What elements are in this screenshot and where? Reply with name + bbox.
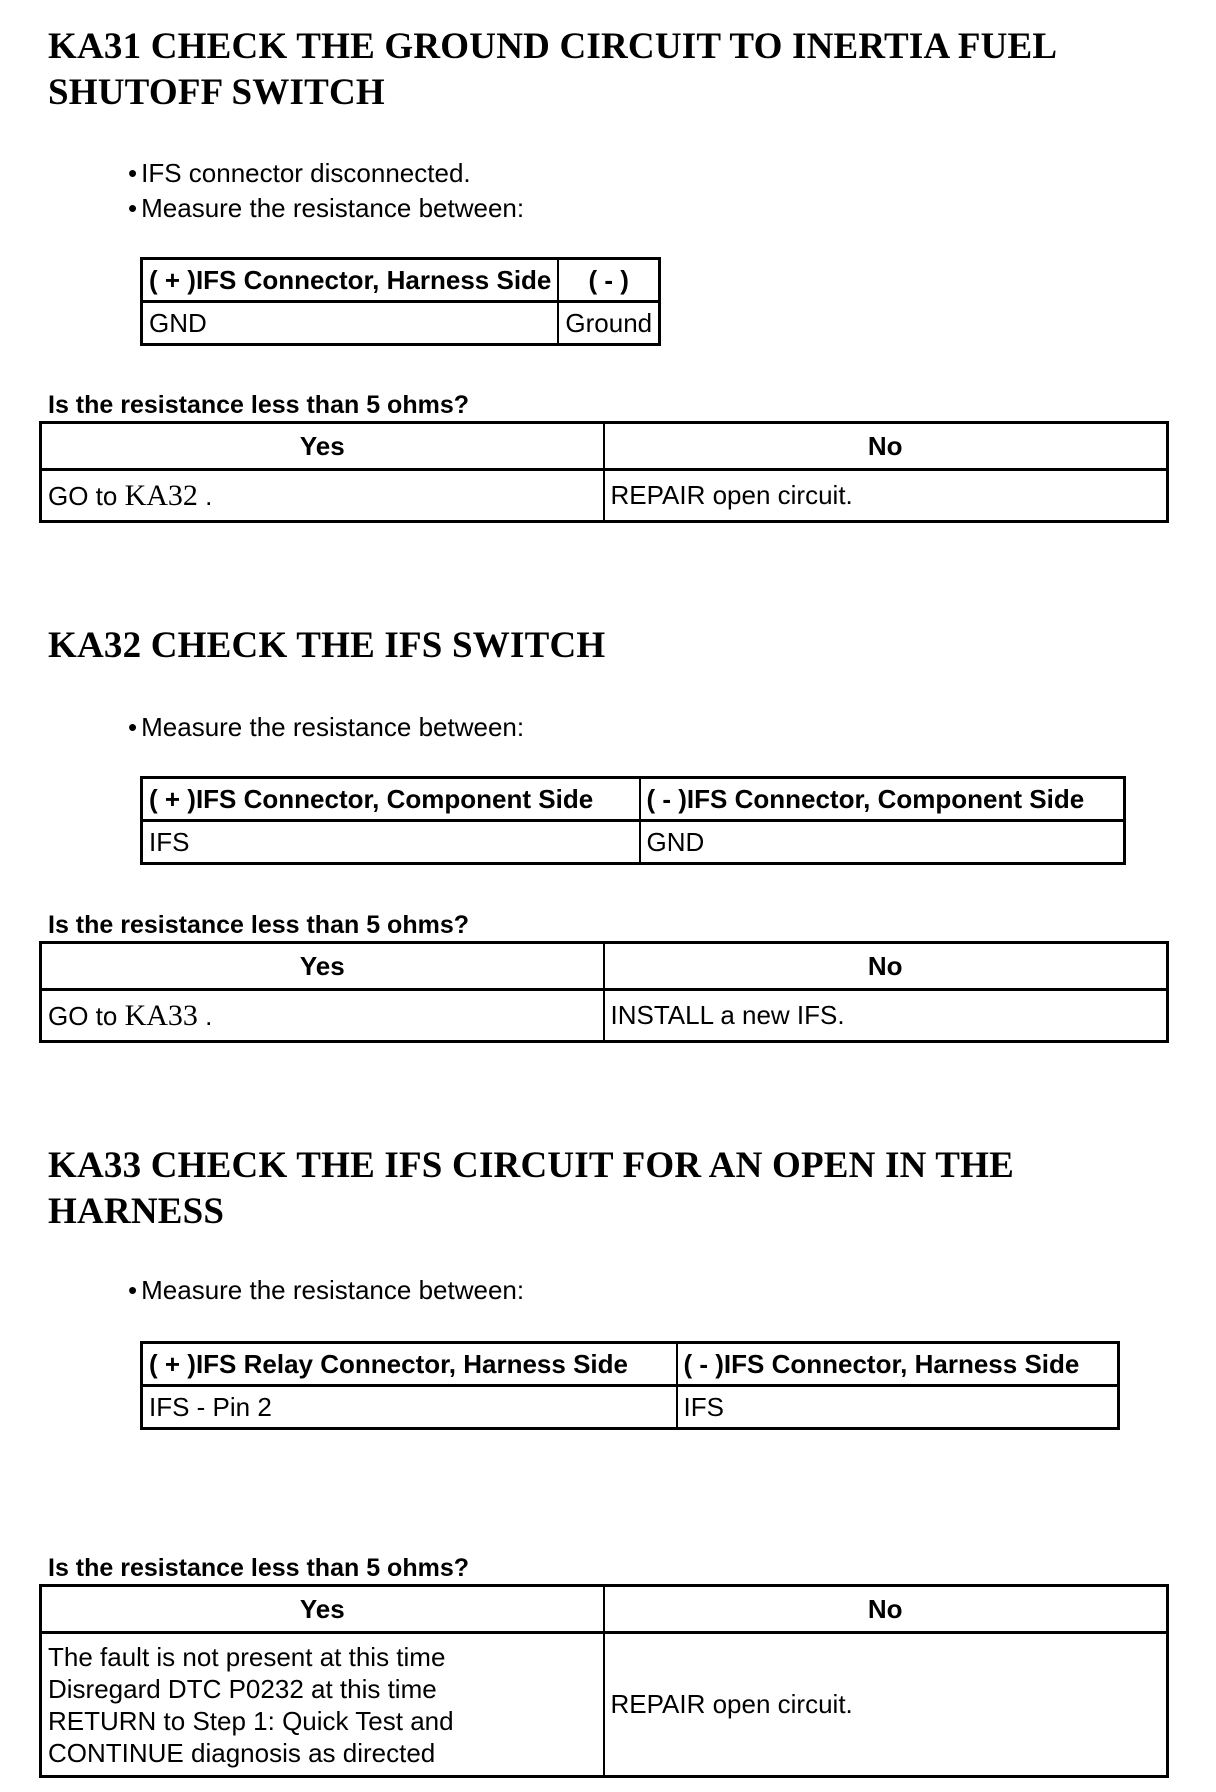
step-link-ka33[interactable]: KA33 <box>124 998 198 1032</box>
measure-cell-positive: IFS - Pin 2 <box>142 1386 677 1429</box>
instruction-list-ka31 <box>128 156 524 226</box>
measure-header-positive: ( + )IFS Connector, Component Side <box>142 778 640 821</box>
measure-header-positive: ( + )IFS Relay Connector, Harness Side <box>142 1343 677 1386</box>
measure-table-ka31 <box>140 257 661 346</box>
step-link-ka32[interactable]: KA32 <box>124 478 198 512</box>
result-table-ka33 <box>39 1584 1169 1778</box>
yes-action-text: GO to <box>48 480 118 511</box>
result-no-cell: REPAIR open circuit. <box>604 1633 1168 1777</box>
question-ka32: Is the resistance less than 5 ohms? <box>48 911 469 939</box>
yes-suffix: . <box>205 480 213 511</box>
step-title-ka32: KA32 CHECK THE IFS SWITCH <box>48 625 606 666</box>
step-title-ka31: KA31 CHECK THE GROUND CIRCUIT TO INERTIA FUEL SHUTOFF SWITCH <box>48 26 1056 113</box>
yes-line: CONTINUE diagnosis as directed <box>48 1737 436 1768</box>
measure-header-negative: ( - ) <box>558 259 659 302</box>
result-header-yes: Yes <box>41 423 604 470</box>
measure-cell-negative: Ground <box>558 302 659 345</box>
result-header-no: No <box>604 1586 1168 1633</box>
measure-table-ka32 <box>140 776 1126 865</box>
yes-line-return-link[interactable]: RETURN to Step 1: Quick Test and <box>48 1705 454 1736</box>
instruction-item: • IFS connector disconnected. <box>128 156 524 191</box>
measure-table-ka33 <box>140 1341 1120 1430</box>
result-table-ka32 <box>39 941 1169 1043</box>
result-no-cell: REPAIR open circuit. <box>604 470 1168 522</box>
instruction-list-ka32 <box>128 710 524 745</box>
result-no-cell: INSTALL a new IFS. <box>604 990 1168 1042</box>
result-header-no: No <box>604 943 1168 990</box>
yes-line: The fault is not present at this time <box>48 1641 446 1672</box>
instruction-item: • Measure the resistance between: <box>128 1273 524 1308</box>
result-yes-cell <box>41 1633 604 1777</box>
instruction-item: • Measure the resistance between: <box>128 191 524 226</box>
result-header-yes: Yes <box>41 943 604 990</box>
instruction-list-ka33 <box>128 1273 524 1308</box>
yes-action-text: GO to <box>48 1000 118 1031</box>
measure-cell-positive: IFS <box>142 821 640 864</box>
step-title-ka33: KA33 CHECK THE IFS CIRCUIT FOR AN OPEN IN THE HARNESS <box>48 1145 1015 1232</box>
result-yes-cell <box>41 470 604 522</box>
result-yes-cell <box>41 990 604 1042</box>
instruction-item: • Measure the resistance between: <box>128 710 524 745</box>
measure-cell-positive: GND <box>142 302 559 345</box>
yes-line: Disregard DTC P0232 at this time <box>48 1673 437 1704</box>
measure-header-positive: ( + )IFS Connector, Harness Side <box>142 259 559 302</box>
measure-cell-negative: GND <box>640 821 1125 864</box>
measure-header-negative: ( - )IFS Connector, Harness Side <box>677 1343 1119 1386</box>
measure-cell-negative: IFS <box>677 1386 1119 1429</box>
measure-header-negative: ( - )IFS Connector, Component Side <box>640 778 1125 821</box>
result-header-no: No <box>604 423 1168 470</box>
result-table-ka31 <box>39 421 1169 523</box>
question-ka31: Is the resistance less than 5 ohms? <box>48 391 469 419</box>
result-header-yes: Yes <box>41 1586 604 1633</box>
question-ka33: Is the resistance less than 5 ohms? <box>48 1554 469 1582</box>
yes-suffix: . <box>205 1000 213 1031</box>
